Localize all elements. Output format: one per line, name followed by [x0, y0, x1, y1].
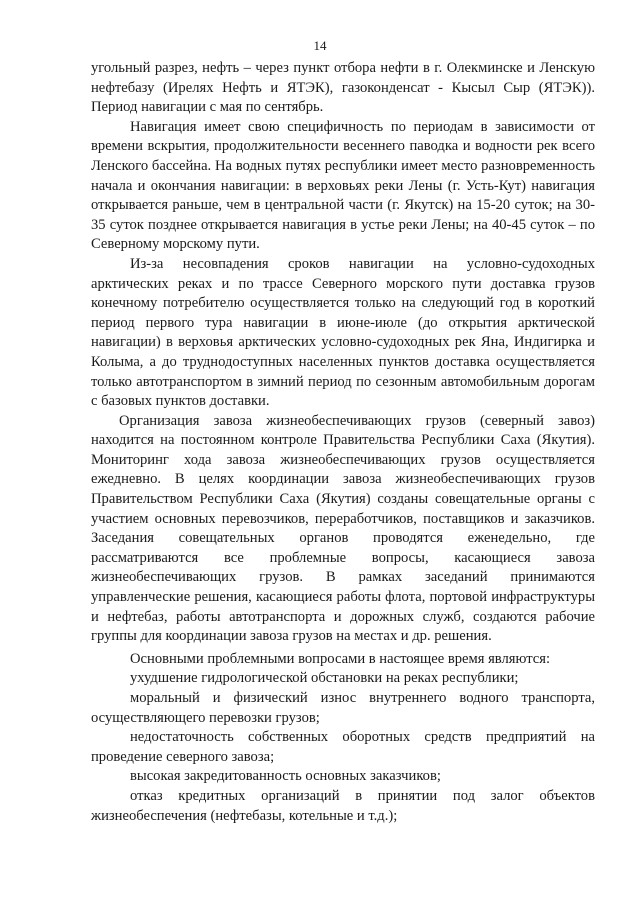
problem-item-hydrology: ухудшение гидрологической обстановки на реках республики;	[130, 670, 519, 687]
paragraph-navigation-specifics: Навигация имеет свою специфичность по периодам в зависимости от времени вскрытия, продолжительности весеннего паводка и водности рек всего Ленского бассейна. На водных путях республики имеет место разновременность начала и окончания навигации: в верховьях реки Лены (г. Усть-Кут) навигация открывается раньше, чем в центральной части (г. Якутск) на 15-20 суток; на 30-35 суток позднее открывается навигация в устье реки Лены; на 40-45 суток – по Северному морскому пути.	[91, 118, 595, 253]
problem-item-debt: высокая закредитованность основных заказчиков;	[130, 768, 441, 785]
paragraph-problems-intro: Основными проблемными вопросами в настоящее время являются:	[130, 650, 551, 667]
document-body	[91, 59, 595, 826]
problem-item-credit-refusal: отказ кредитных организаций в принятии под залог объектов жизнеобеспечения (нефтебазы, котельные и т.д.);	[91, 787, 595, 824]
problem-item-fleet-wear: моральный и физический износ внутреннего водного транспорта, осуществляющего перевозки грузов;	[91, 690, 595, 726]
paragraph-navigation-mismatch: Из-за несовпадения сроков навигации на условно-судоходных арктических реках и по трассе Северного морского пути доставка грузов конечному потребителю осуществляется только на следующий год в короткий период первого тура навигации в июне-июле (до открытия арктической навигации) в верховья арктических условно-судоходных рек Яна, Индигирка и Колыма, а до труднодоступных населенных пунктов доставка осуществляется только автотранспортом в зимний период по сезонным автомобильным дорогам с базовых пунктов доставки.	[91, 255, 595, 410]
paragraph-continuation: угольный разрез, нефть – через пункт отбора нефти в г. Олекминске и Ленскую нефтебазу (Ирелях Нефть и ЯТЭК), газоконденсат - Кысыл Сыр (ЯТЭК)). Период навигации с мая по сентябрь.	[91, 60, 595, 116]
page-number: 14	[313, 38, 327, 53]
problem-item-working-capital: недостаточность собственных оборотных средств предприятий на проведение северного завоза;	[91, 729, 595, 765]
paragraph-supply-organization: Организация завоза жизнеобеспечивающих грузов (северный завоз) находится на постоянном контроле Правительства Республики Саха (Якутия). Мониторинг хода завоза жизнеобеспечивающих грузов осуществляется ежедневно. В целях координации завоза жизнеобеспечивающих грузов Правительством Республики Саха (Якутия) созданы совещательные органы с участием основных перевозчиков, переработчиков, поставщиков и заказчиков. Заседания совещательных органов проводятся еженедельно, где рассматриваются все проблемные вопросы, касающиеся завоза жизнеобеспечивающих грузов. В рамках заседаний принимаются управленческие решения, касающиеся работы флота, портовой инфраструктуры и нефтебаз, работы автотранспорта и дорожных служб, создаются рабочие группы для координации завоза грузов на местах и др. решения.	[91, 412, 595, 645]
